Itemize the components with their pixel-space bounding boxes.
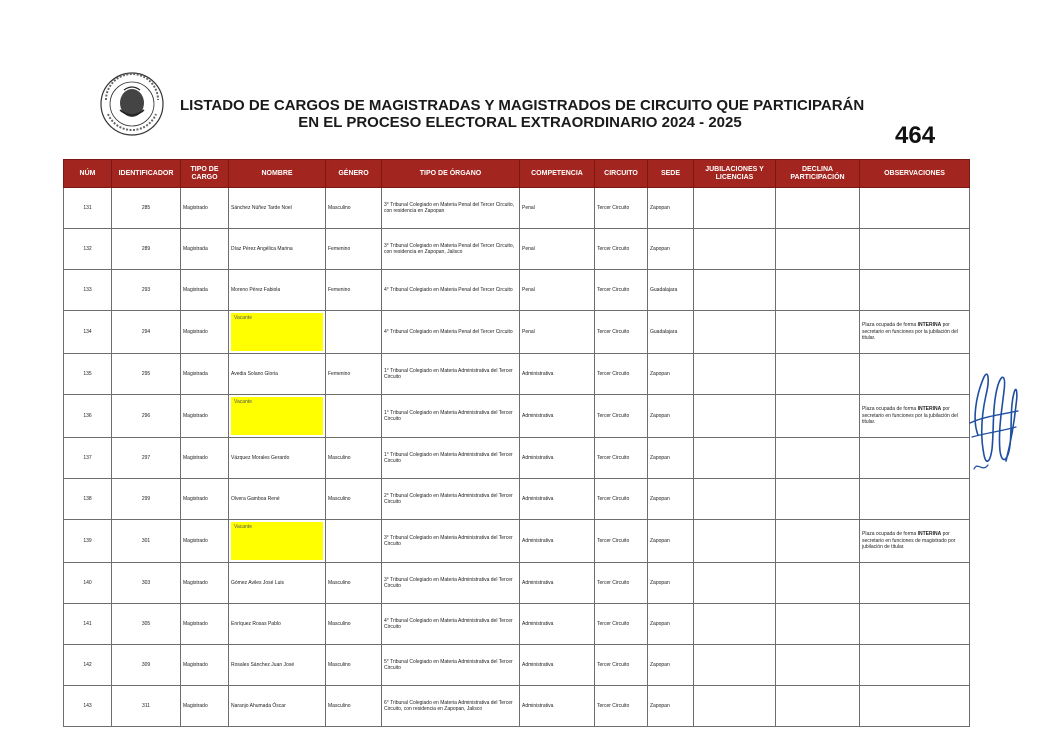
- row-observations: [860, 604, 970, 645]
- table-row: [64, 270, 970, 311]
- row-declines: [776, 645, 860, 686]
- table-row: [64, 395, 970, 438]
- row-gender: Femenino: [326, 229, 382, 270]
- row-number: 140: [64, 563, 112, 604]
- row-organ-type: 1° Tribunal Colegiado en Materia Administrativa del Tercer Circuito: [382, 395, 520, 438]
- row-number: 133: [64, 270, 112, 311]
- row-observations: [860, 395, 970, 438]
- row-organ-type: 5° Tribunal Colegiado en Materia Administrativa del Tercer Circuito: [382, 645, 520, 686]
- row-name: Avedia Solano Gloria: [229, 354, 326, 395]
- observation-text: por secretario en funciones de magistrado por jubilación de titular.: [862, 531, 956, 551]
- row-number: 143: [64, 686, 112, 727]
- row-observations: [860, 686, 970, 727]
- row-gender: Masculino: [326, 563, 382, 604]
- row-observations: [860, 354, 970, 395]
- row-circuit: Tercer Circuito: [595, 563, 648, 604]
- table-row: [64, 354, 970, 395]
- row-competence: Penal: [520, 270, 595, 311]
- row-gender: Masculino: [326, 479, 382, 520]
- row-position-type: Magistrado: [181, 438, 229, 479]
- row-circuit: Tercer Circuito: [595, 645, 648, 686]
- row-declines: [776, 686, 860, 727]
- row-name: Olvera Gamboa René: [229, 479, 326, 520]
- magistrates-table: [63, 159, 970, 727]
- senate-seal-logo: [98, 70, 166, 138]
- row-circuit: Tercer Circuito: [595, 229, 648, 270]
- row-position-type: Magistrado: [181, 520, 229, 563]
- row-identifier: 285: [112, 188, 181, 229]
- row-name: [229, 311, 326, 354]
- row-organ-type: 4° Tribunal Colegiado en Materia Penal del Tercer Circuito: [382, 311, 520, 354]
- row-position-type: Magistrado: [181, 645, 229, 686]
- row-name: Gómez Aviles José Luis: [229, 563, 326, 604]
- row-identifier: 303: [112, 563, 181, 604]
- row-declines: [776, 229, 860, 270]
- row-seat: Zapopan: [648, 604, 694, 645]
- row-circuit: Tercer Circuito: [595, 686, 648, 727]
- row-observations: [860, 188, 970, 229]
- row-seat: Guadalajara: [648, 311, 694, 354]
- row-competence: Penal: [520, 311, 595, 354]
- row-organ-type: 1° Tribunal Colegiado en Materia Administrativa del Tercer Circuito: [382, 354, 520, 395]
- row-position-type: Magistrada: [181, 229, 229, 270]
- row-circuit: Tercer Circuito: [595, 520, 648, 563]
- column-header: CIRCUITO: [595, 160, 648, 188]
- row-retirements-licenses: [694, 645, 776, 686]
- table-row: [64, 686, 970, 727]
- table-row: [64, 438, 970, 479]
- row-gender: Masculino: [326, 686, 382, 727]
- row-organ-type: 3° Tribunal Colegiado en Materia Administrativa del Tercer Circuito: [382, 563, 520, 604]
- row-organ-type: 6° Tribunal Colegiado en Materia Administrativa del Tercer Circuito, con residencia en Zapopan, Jalisco: [382, 686, 520, 727]
- row-circuit: Tercer Circuito: [595, 270, 648, 311]
- row-seat: Zapopan: [648, 438, 694, 479]
- row-organ-type: 1° Tribunal Colegiado en Materia Administrativa del Tercer Circuito: [382, 438, 520, 479]
- row-gender: Masculino: [326, 438, 382, 479]
- row-retirements-licenses: [694, 563, 776, 604]
- row-position-type: Magistrado: [181, 604, 229, 645]
- row-number: 135: [64, 354, 112, 395]
- row-retirements-licenses: [694, 270, 776, 311]
- table-row: [64, 311, 970, 354]
- row-retirements-licenses: [694, 229, 776, 270]
- row-gender: Masculino: [326, 645, 382, 686]
- row-organ-type: 3° Tribunal Colegiado en Materia Administrativa del Tercer Circuito: [382, 520, 520, 563]
- vacant-highlight: Vacante: [231, 522, 323, 560]
- row-position-type: Magistrado: [181, 479, 229, 520]
- row-seat: Zapopan: [648, 188, 694, 229]
- row-identifier: 309: [112, 645, 181, 686]
- row-gender: Masculino: [326, 188, 382, 229]
- observation-text: INTERINA: [917, 406, 942, 413]
- observation-text: por secretario en funciones por la jubilación del titular.: [862, 406, 958, 426]
- row-declines: [776, 354, 860, 395]
- row-gender: Masculino: [326, 604, 382, 645]
- row-number: 141: [64, 604, 112, 645]
- row-competence: Administrativa: [520, 686, 595, 727]
- row-position-type: Magistrado: [181, 188, 229, 229]
- row-competence: Administrativa: [520, 354, 595, 395]
- row-number: 139: [64, 520, 112, 563]
- row-circuit: Tercer Circuito: [595, 604, 648, 645]
- table-header-row: [64, 160, 970, 188]
- column-header: NOMBRE: [229, 160, 326, 188]
- row-competence: Administrativa: [520, 395, 595, 438]
- row-identifier: 289: [112, 229, 181, 270]
- row-observations: [860, 645, 970, 686]
- row-seat: Zapopan: [648, 645, 694, 686]
- row-name: Rosales Sánchez Juan José: [229, 645, 326, 686]
- row-observations: [860, 229, 970, 270]
- row-identifier: 296: [112, 395, 181, 438]
- table-row: [64, 188, 970, 229]
- column-header: NÚM: [64, 160, 112, 188]
- table-row: [64, 645, 970, 686]
- column-header: IDENTIFICADOR: [112, 160, 181, 188]
- handwritten-signature: [964, 365, 1022, 480]
- row-declines: [776, 270, 860, 311]
- row-identifier: 297: [112, 438, 181, 479]
- row-identifier: 301: [112, 520, 181, 563]
- row-circuit: Tercer Circuito: [595, 479, 648, 520]
- row-number: 134: [64, 311, 112, 354]
- row-name: [229, 395, 326, 438]
- row-identifier: 294: [112, 311, 181, 354]
- table-row: [64, 479, 970, 520]
- observation-text: Plaza ocupada de forma: [862, 531, 918, 538]
- row-competence: Administrativa: [520, 604, 595, 645]
- row-declines: [776, 311, 860, 354]
- column-header: GÉNERO: [326, 160, 382, 188]
- row-competence: Administrativa: [520, 438, 595, 479]
- row-retirements-licenses: [694, 395, 776, 438]
- row-number: 131: [64, 188, 112, 229]
- observation-text: INTERINA: [917, 322, 942, 329]
- page-number: 464: [895, 122, 936, 149]
- row-name: Moreno Pérez Fabiola: [229, 270, 326, 311]
- row-declines: [776, 520, 860, 563]
- row-identifier: 295: [112, 354, 181, 395]
- row-position-type: Magistrada: [181, 354, 229, 395]
- row-seat: Zapopan: [648, 686, 694, 727]
- row-retirements-licenses: [694, 354, 776, 395]
- observation-text: por secretario en funciones por la jubilación del titular.: [862, 322, 958, 342]
- row-gender: [326, 395, 382, 438]
- row-competence: Penal: [520, 229, 595, 270]
- table-body: [64, 188, 970, 727]
- row-number: 132: [64, 229, 112, 270]
- row-circuit: Tercer Circuito: [595, 354, 648, 395]
- row-declines: [776, 563, 860, 604]
- row-retirements-licenses: [694, 479, 776, 520]
- row-competence: Administrativa: [520, 645, 595, 686]
- row-gender: Femenino: [326, 354, 382, 395]
- row-seat: Zapopan: [648, 354, 694, 395]
- row-identifier: 299: [112, 479, 181, 520]
- table-row: [64, 520, 970, 563]
- row-observations: [860, 520, 970, 563]
- row-organ-type: 2° Tribunal Colegiado en Materia Administrativa del Tercer Circuito: [382, 479, 520, 520]
- row-circuit: Tercer Circuito: [595, 395, 648, 438]
- row-seat: Zapopan: [648, 520, 694, 563]
- row-organ-type: 3° Tribunal Colegiado en Materia Penal del Tercer Circuito, con residencia en Zapopan, Jalisco: [382, 229, 520, 270]
- row-declines: [776, 438, 860, 479]
- row-retirements-licenses: [694, 686, 776, 727]
- row-competence: Administrativa: [520, 520, 595, 563]
- row-declines: [776, 395, 860, 438]
- row-number: 142: [64, 645, 112, 686]
- row-organ-type: 4° Tribunal Colegiado en Materia Administrativa del Tercer Circuito: [382, 604, 520, 645]
- observation-text: Plaza ocupada de forma: [862, 322, 918, 329]
- column-header: TIPO DE ÓRGANO: [382, 160, 520, 188]
- row-identifier: 311: [112, 686, 181, 727]
- row-number: 137: [64, 438, 112, 479]
- column-header: TIPO DE CARGO: [181, 160, 229, 188]
- row-observations: [860, 438, 970, 479]
- row-gender: [326, 311, 382, 354]
- row-competence: Administrativa: [520, 479, 595, 520]
- row-circuit: Tercer Circuito: [595, 438, 648, 479]
- row-position-type: Magistrado: [181, 686, 229, 727]
- column-header: JUBILACIONES Y LICENCIAS: [694, 160, 776, 188]
- table-row: [64, 563, 970, 604]
- row-retirements-licenses: [694, 520, 776, 563]
- row-number: 138: [64, 479, 112, 520]
- row-seat: Zapopan: [648, 395, 694, 438]
- title-line-1: LISTADO DE CARGOS DE MAGISTRADAS Y MAGISTRADOS DE CIRCUITO QUE PARTICIPARÁN: [180, 97, 865, 114]
- row-retirements-licenses: [694, 311, 776, 354]
- row-seat: Zapopan: [648, 229, 694, 270]
- row-observations: [860, 311, 970, 354]
- row-name: Díaz Pérez Angélica Marina: [229, 229, 326, 270]
- row-organ-type: 4° Tribunal Colegiado en Materia Penal del Tercer Circuito: [382, 270, 520, 311]
- row-identifier: 293: [112, 270, 181, 311]
- row-observations: [860, 563, 970, 604]
- row-gender: [326, 520, 382, 563]
- column-header: SEDE: [648, 160, 694, 188]
- row-retirements-licenses: [694, 188, 776, 229]
- column-header: OBSERVACIONES: [860, 160, 970, 188]
- row-seat: Guadalajara: [648, 270, 694, 311]
- row-declines: [776, 479, 860, 520]
- table-row: [64, 604, 970, 645]
- row-circuit: Tercer Circuito: [595, 311, 648, 354]
- row-observations: [860, 479, 970, 520]
- row-observations: [860, 270, 970, 311]
- vacant-highlight: Vacante: [231, 313, 323, 351]
- observation-text: INTERINA: [917, 531, 942, 538]
- row-identifier: 305: [112, 604, 181, 645]
- row-name: Enríquez Rosas Pablo: [229, 604, 326, 645]
- row-seat: Zapopan: [648, 479, 694, 520]
- row-position-type: Magistrada: [181, 270, 229, 311]
- row-position-type: Magistrado: [181, 395, 229, 438]
- row-name: Naranjo Ahumada Óscar: [229, 686, 326, 727]
- document-title: [180, 97, 865, 131]
- row-name: Vázquez Morales Gerardo: [229, 438, 326, 479]
- row-name: Sánchez Núñez Tarde Noel: [229, 188, 326, 229]
- row-position-type: Magistrado: [181, 563, 229, 604]
- vacant-highlight: Vacante: [231, 397, 323, 435]
- column-header: DECLINA PARTICIPACIÓN: [776, 160, 860, 188]
- row-declines: [776, 604, 860, 645]
- title-line-2: EN EL PROCESO ELECTORAL EXTRAORDINARIO 2024 - 2025: [298, 114, 742, 131]
- observation-text: Plaza ocupada de forma: [862, 406, 918, 413]
- table-row: [64, 229, 970, 270]
- row-name: [229, 520, 326, 563]
- column-header: COMPETENCIA: [520, 160, 595, 188]
- row-declines: [776, 188, 860, 229]
- row-gender: Femenino: [326, 270, 382, 311]
- row-number: 136: [64, 395, 112, 438]
- row-retirements-licenses: [694, 438, 776, 479]
- row-competence: Penal: [520, 188, 595, 229]
- row-retirements-licenses: [694, 604, 776, 645]
- row-position-type: Magistrado: [181, 311, 229, 354]
- row-organ-type: 3° Tribunal Colegiado en Materia Penal del Tercer Circuito, con residencia en Zapopan: [382, 188, 520, 229]
- row-seat: Zapopan: [648, 563, 694, 604]
- row-circuit: Tercer Circuito: [595, 188, 648, 229]
- row-competence: Administrativa: [520, 563, 595, 604]
